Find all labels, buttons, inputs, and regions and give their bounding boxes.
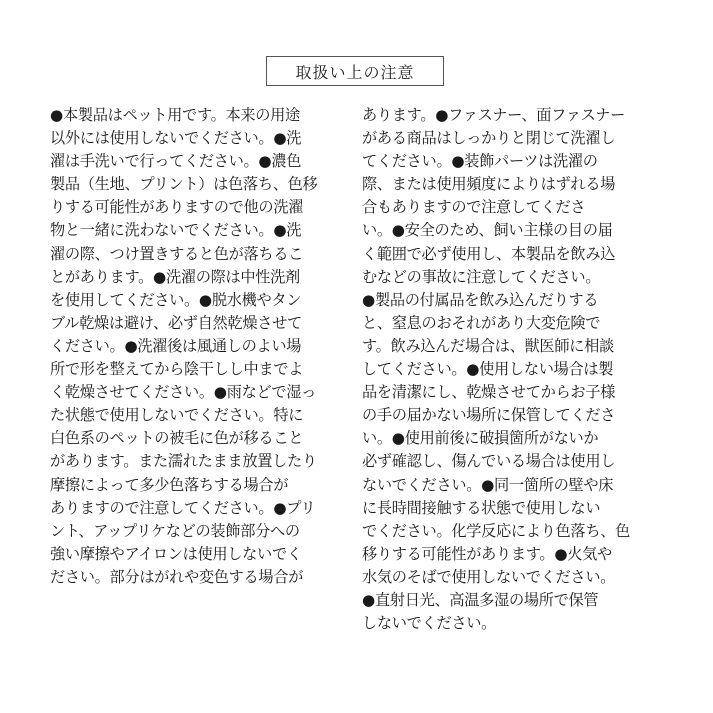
caution-text-line: ●直射日光、高温多湿の場所で保管 xyxy=(362,590,599,609)
caution-text-line: 濯は手洗いで行ってください。●濃色 xyxy=(50,152,302,171)
caution-text-line: 必ず確認し、傷んでいる場合は使用し xyxy=(362,452,616,471)
caution-text-line: ないでください。●同一箇所の壁や床 xyxy=(362,475,614,494)
caution-column-left xyxy=(50,104,350,589)
caution-text-line: い。●安全のため、飼い主様の目の届 xyxy=(362,221,613,240)
caution-text-line: ●製品の付属品を飲み込んだりする xyxy=(362,290,599,309)
caution-text-line: ください。●洗濯後は風通しのよい場 xyxy=(50,336,302,355)
caution-text-line: 水気のそばで使用しないでください。 xyxy=(362,567,616,586)
caution-text-line: い。●使用前後に破損箇所がないか xyxy=(362,429,599,448)
caution-text-line: むなどの事故に注意してください。 xyxy=(362,267,601,286)
caution-text-line: す。飲み込んだ場合は、獣医師に相談 xyxy=(362,336,614,355)
caution-text-line: 物と一緒に洗わないでください。●洗 xyxy=(50,221,302,240)
caution-text-line: ださい。部分はがれや変色する場合が xyxy=(50,567,304,586)
caution-text-line: てください。●装飾パーツは洗濯の xyxy=(362,152,598,171)
caution-text-line: く範囲で必ず使用し、本製品を飲み込 xyxy=(362,244,616,263)
caution-text-line: を使用してください。●脱水機やタン xyxy=(50,290,302,309)
caution-text-line: 合もありますので注意してくださ xyxy=(362,198,586,217)
caution-text-line: た状態で使用しないでください。特に xyxy=(50,406,304,425)
caution-text-line: の手の届かない場所に保管してくださ xyxy=(362,406,616,425)
caution-text-line: あります。●ファスナー、面ファスナー xyxy=(362,106,625,124)
caution-text-line: 際、または使用頻度によりはずれる場 xyxy=(362,175,616,194)
page-title: 取扱い上の注意 xyxy=(266,56,444,86)
caution-text-line: ●本製品はペット用です。本来の用途 xyxy=(50,106,300,124)
caution-column-right xyxy=(362,104,662,635)
caution-text-line: 強い摩擦やアイロンは使用しないでく xyxy=(50,544,302,563)
caution-text-line: 製品（生地、プリント）は色落ち、色移 xyxy=(50,175,318,194)
caution-text-line: 以外には使用しないでください。●洗 xyxy=(50,129,302,148)
caution-text-line: があります。また濡れたまま放置したり xyxy=(50,452,317,471)
caution-text-line: 所で形を整えてから陰干しし中までよ xyxy=(50,360,304,379)
caution-text-line: 摩擦によって多少色落ちする場合が xyxy=(50,475,289,494)
caution-text-line: に長時間接触する状態で使用しない xyxy=(362,498,601,517)
caution-text-line: く乾燥させてください。●雨などで湿っ xyxy=(50,383,317,402)
caution-text-line: でください。化学反応により色落ち、色 xyxy=(362,521,630,540)
caution-text-line: してください。●使用しない場合は製 xyxy=(362,360,614,379)
caution-text-line: とがあります。●洗濯の際は中性洗剤 xyxy=(50,267,300,286)
caution-text-line: 白色系のペットの被毛に色が移ること xyxy=(50,429,304,448)
caution-text-line: 移りする可能性があります。●火気や xyxy=(362,544,612,563)
caution-text-line: がある商品はしっかりと閉じて洗濯し xyxy=(362,129,616,148)
caution-text-line: 濯の際、つけ置きすると色が落ちるこ xyxy=(50,244,304,263)
caution-text-line: ブル乾燥は避け、必ず自然乾燥させて xyxy=(50,313,302,332)
caution-text-line: 品を清潔にし、乾燥させてからお子様 xyxy=(362,383,616,402)
caution-text-line: りする可能性がありますので他の洗濯 xyxy=(50,198,304,217)
caution-text-line: ント、アップリケなどの装飾部分への xyxy=(50,521,300,540)
caution-text-line: ありますので注意してください。●プリ xyxy=(50,498,316,517)
caution-text-line: しないでください。 xyxy=(362,614,496,633)
caution-text-line: と、窒息のおそれがあり大変危険で xyxy=(362,313,601,332)
